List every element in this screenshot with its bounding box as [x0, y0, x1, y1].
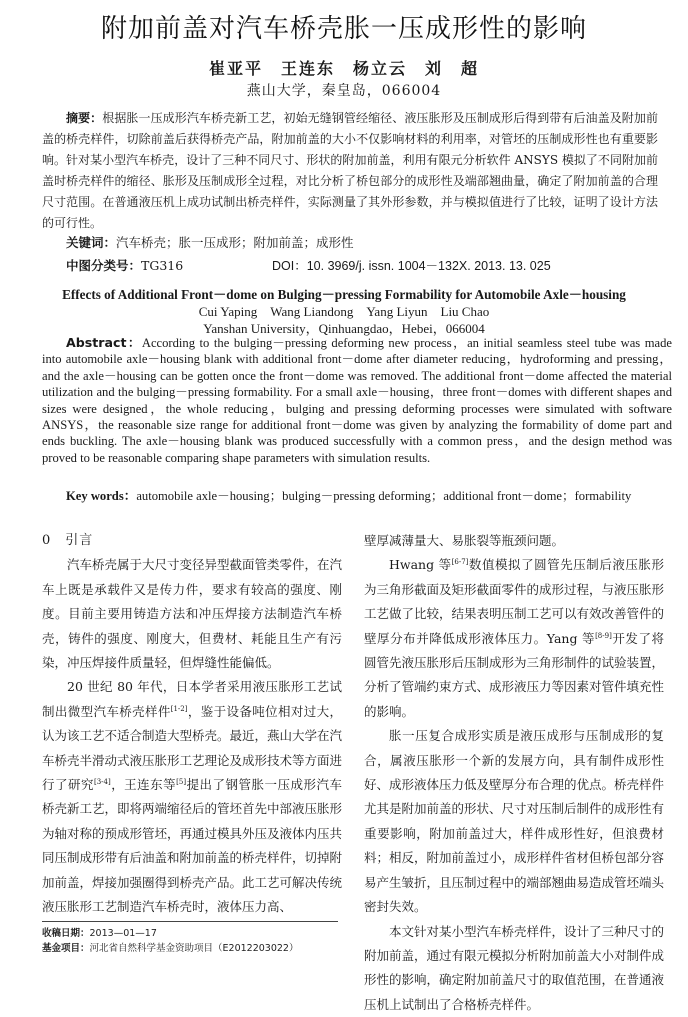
abstract-chinese	[42, 108, 658, 234]
clc-code: TG316	[141, 258, 183, 273]
paragraph: 本文针对某小型汽车桥壳样件，设计了三种尺寸的附加前盖，通过有限元模拟分析附加前盖大小对制件成形性的影响，确定附加前盖尺寸的取值范围，在普通液压机上试制出了合格桥壳样件。	[364, 920, 664, 1017]
received-value: 2013—01—17	[90, 928, 157, 939]
keywords-en-text: automobile axle－housing；bulging－pressing deforming；additional front－dome；formability	[136, 489, 631, 503]
citation: [6-7]	[452, 558, 469, 566]
abstract-en-label: Abstract：	[66, 335, 142, 350]
keywords-chinese	[66, 233, 656, 251]
paragraph-text: 开发了将圆管先液压胀形后压制成形为三角形制件的试验装置，分析了管端约束方式、成形液压力等因素对管件填充性的影响。	[364, 631, 664, 719]
citation: [3-4]	[94, 778, 111, 786]
paragraph: 胀一压复合成形实质是液压成形与压制成形的复合，属液压胀形一个新的发展方向，具有制件成形性好、成形液体压力低及壁厚分布合理的优点。桥壳样件尤其是附加前盖的形状、尺寸对压制后制件的成形性有重要影响，附加前盖过大，样件成形性好，但浪费材料；相反，附加前盖过小，成形样件省材但桥包部分容易产生皱折，且压制过程中的端部翘曲易造成管坯端头密封失效。	[364, 724, 664, 919]
paragraph-text: 数值模拟了圆管先压制后液压胀形为三角形截面及矩形截面零件的成形过程，与液压胀形工艺做了比较，结果表明压制工艺可以有效改善管件的壁厚分布并降低成形液体压力。Yang 等	[364, 557, 664, 645]
paragraph-text: ，鉴于设备吨位相对过大，认为该工艺不适合制造大型桥壳。最近，燕山大学在汽车桥壳半滑动式液压胀形工艺理论及成形技术等方面进行了研究	[42, 704, 342, 792]
classification-row	[66, 256, 666, 274]
abstract-label: 摘要：	[66, 111, 102, 125]
keywords-en-label: Key words：	[66, 489, 136, 503]
footnote-divider	[42, 921, 338, 922]
abstract-en-text: According to the bulging－pressing deforming new process，an initial seamless steel tube was made into automobile axle－housing blank with additional front－dome after diameter reducing，hydroforming and pressing，and the axle－housing can be gotten once the front－dome was removed. The additional front－dome affected the material utilization and the bulging－pressing formability. For a small axle－housing，three front－domes with different shapes and sizes were designed，the whole reducing，bulging and pressing deforming processes were simulated with software ANSYS，the reasonable size range for additional front－dome was given by analyzing the formability of dome part and ends buckling. The axle－housing blank was produced successfully with a common press，and the design method was proved to be reasonable comparing shape parameters with simulation results.	[42, 336, 672, 465]
received-date	[42, 925, 342, 939]
english-authors: Cui Yaping Wang Liandong Yang Liyun Liu Chao	[0, 301, 688, 320]
clc-label: 中图分类号：	[66, 258, 141, 273]
fund-value: 河北省自然科学基金资助项目（E2012203022）	[90, 943, 299, 954]
citation: [8-9]	[595, 631, 612, 639]
fund-label: 基金项目：	[42, 943, 90, 954]
received-label: 收稿日期：	[42, 928, 90, 939]
paragraph-text: ，王连东等	[111, 777, 176, 792]
paragraph: 壁厚减薄量大、易胀裂等瓶颈问题。	[364, 529, 664, 553]
paragraph	[364, 553, 664, 724]
paragraph: 汽车桥壳属于大尺寸变径异型截面管类零件，在汽车上既是承载件又是传力件，要求有较高的强度、刚度。目前主要用铸造方法和冲压焊接方法制造汽车桥壳，铸件的强度、刚度大，但费材、耗能且生产有污染，冲压焊接件质量轻，但焊缝性能偏低。	[42, 553, 342, 675]
citation: [1-2]	[171, 705, 188, 713]
body-column-left	[42, 529, 342, 920]
body-column-right	[364, 529, 664, 1017]
paragraph-text: 20 世纪 80 年代，日本学者采用液压胀形工艺试制出微型汽车桥壳样件	[42, 679, 342, 718]
affiliation: 燕山大学，秦皇岛，066004	[0, 80, 688, 100]
keywords-label: 关键词：	[66, 235, 116, 250]
author-list: 崔亚平 王连东 杨立云 刘 超	[0, 56, 688, 79]
abstract-english	[42, 335, 672, 466]
keywords-text: 汽车桥壳；胀一压成形；附加前盖；成形性	[116, 235, 354, 250]
paragraph-text: Hwang 等	[389, 557, 452, 572]
paper-title: 附加前盖对汽车桥壳胀一压成形性的影响	[0, 8, 688, 45]
abstract-text: 根据胀一压成形汽车桥壳新工艺，初始无缝钢管经缩径、液压胀形及压制成形后得到带有后油盖及附加前盖的桥壳样件，切除前盖后获得桥壳产品，附加前盖的大小不仅影响材料的利用率，对管坯的压制成形性也有重要影响。针对某小型汽车桥壳，设计了三种不同尺寸、形状的附加前盖，利用有限元分析软件 ANSYS 模拟了不同附加前盖时桥壳样件的缩径、胀形及压制成形全过程，对比分析了桥包部分的成形性及端部翘曲量，确定了附加前盖的合理尺寸范围。在普通液压机上成功试制出桥壳样件，实际测量了其外形参数，并与模拟值进行了比较，证明了设计方法的可行性。	[42, 111, 658, 230]
keywords-english	[42, 488, 672, 504]
citation: [5]	[176, 778, 186, 786]
paragraph-text: 提出了钢管胀一压成形汽车桥壳新工艺，即将两端缩径后的管坯首先中部液压胀形为轴对称的预成形管坯，再通过模具外压及液体内压共同压制成形带有后油盖和附加前盖的桥壳样件，切掉附加前盖，焊接加强圈得到桥壳产品。此工艺可解决传统液压胀形工艺制造汽车桥壳时，液体压力高、	[42, 777, 342, 914]
fund-project	[42, 940, 342, 954]
english-title: Effects of Additional Front－dome on Bulging－pressing Formability for Automobile Axle－housing	[0, 284, 688, 303]
section-heading: 0 引言	[42, 529, 342, 553]
doi: DOI：10. 3969/j. issn. 1004－132X. 2013. 13. 025	[272, 256, 551, 274]
english-affiliation: Yanshan University，Qinhuangdao，Hebei，066004	[0, 318, 688, 337]
paragraph	[42, 675, 342, 919]
